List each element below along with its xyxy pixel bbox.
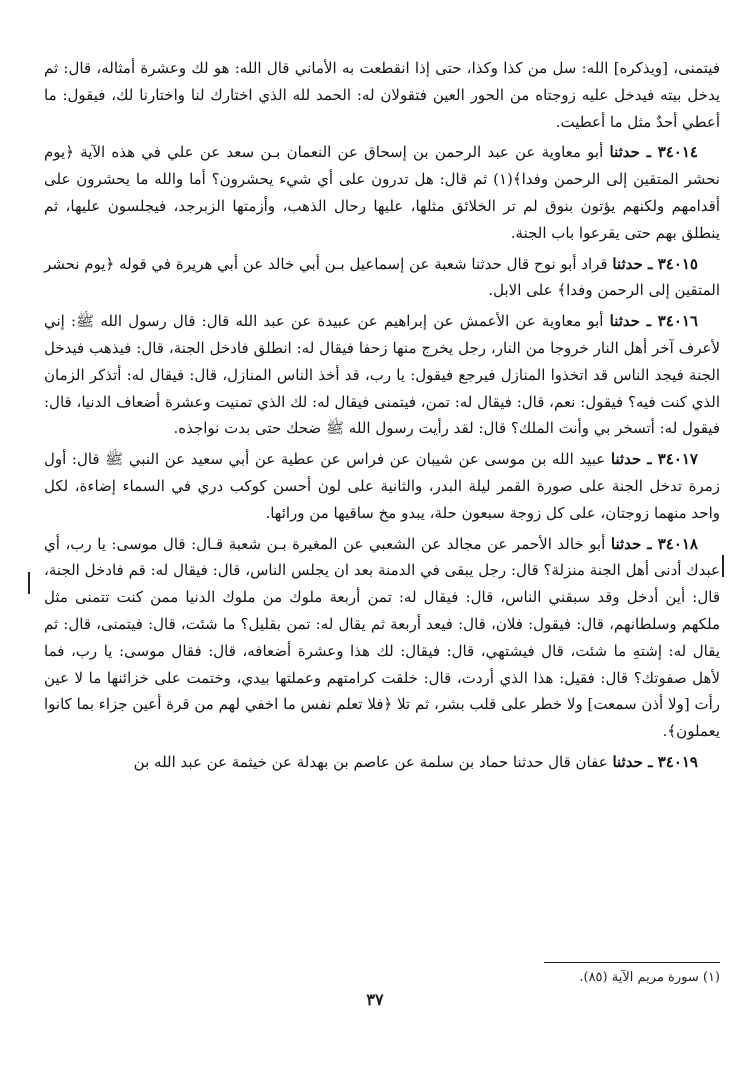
paragraph-lead: ٣٤٠١٥ ـ حدثنا bbox=[612, 254, 698, 273]
paragraph-text: فيتمنى، [ويذكره] الله: سل من كذا وكذا، حتى إذا انقطعت به الأماني قال الله: هو لك وعشرة أمثاله، قال: ثم يدخل بيته فيدخل عليه زوجتاه من الحور العين فتقولان له: الحمد لله الذي اختارك لنا واختارنا لك، فيقول: ما أعطي أحدٌ مثل ما أعطيت. bbox=[44, 59, 720, 131]
paragraph-3 bbox=[44, 251, 720, 305]
margin-mark-left bbox=[28, 572, 30, 594]
paragraph-text: أبو خالد الأحمر عن مجالد عن الشعبي عن المغيرة بـن شعبة قـال: قال موسى: يا رب، أي عبدك أدنى أهل الجنة منزلة؟ قال: رجل يبقى في الدمنة بعد ان يجلس الناس، قال: فيقال له: قم فادخل الجنة، قال: أين أدخل وقد سبقني الناس، قال: فيقال له: تمن أربعة ملوك من ملوك الدنيا ممن كنت تتمنى مثل ملكهم وسلطانهم، قال: فيقول: فلان، قال: فيعد أربعة ثم يقال له: تمن بقليل؟ ما شئت، قال: فيتمنى، قال: ثم يقال له: إشتهِ ما شئت، قال فيشتهي، قال: فيقال: لك هذا وعشرة أضعافه، قال: فقال موسى: يا رب، فما لأهل صفوتك؟ قال: فقيل: هذا الذي أردت، قال: خلقت كرامتهم وعملتها بيدي، وختمت على خزائنها ما لا عين رأت [ولا أذن سمعت] ولا خطر على قلب بشر، ثم تلا ﴿فلا تعلم نفس ما اخفي لهم من قرة أعين جزاء بما كانوا يعملون﴾. bbox=[44, 534, 720, 741]
paragraph-2 bbox=[44, 139, 720, 246]
paragraph-text: عفان قال حدثنا حماد بن سلمة عن عاصم بن بهدلة عن خيثمة عن عبد الله بن bbox=[133, 752, 608, 771]
paragraph-1 bbox=[44, 55, 720, 135]
margin-mark-right bbox=[722, 555, 724, 577]
paragraph-lead: ٣٤٠١٩ ـ حدثنا bbox=[612, 752, 698, 771]
paragraph-6 bbox=[44, 531, 720, 745]
paragraph-4 bbox=[44, 308, 720, 442]
paragraph-lead: ٣٤٠١٦ ـ حدثنا bbox=[609, 312, 698, 331]
paragraph-text: أبو معاوية عن عبد الرحمن بن إسحاق عن النعمان بـن سعد عن علي في هذه الآية ﴿يوم نحشر المتقين إلى الرحمن وفدا﴾(١) ثم قال: هل تدرون على أي شيء يحشرون؟ أما والله ما يحشرون على أقدامهم ولكنهم يؤتون بنوق لم تر الخلائق مثلها، عليها رحال الذهب، وأزمتها الزبرجد، فيجلسون عليها، ثم ينطلق بهم حتى يقرعوا باب الجنة. bbox=[44, 143, 720, 242]
paragraph-lead: ٣٤٠١٨ ـ حدثنا bbox=[610, 534, 698, 553]
paragraph-7 bbox=[44, 749, 720, 776]
paragraph-lead: ٣٤٠١٤ ـ حدثنا bbox=[609, 143, 698, 162]
page-number: ٣٧ bbox=[366, 990, 384, 1009]
footnote: (١) سورة مريم الآية (٨٥). bbox=[579, 970, 720, 985]
paragraph-text: أبو معاوية عن الأعمش عن إبراهيم عن عبيدة عن عبد الله قال: قال رسول الله ﷺ: إني لأعرف آخر أهل النار خروجا من النار، رجل يخرج منها زحفا فيقال له: انطلق فادخل الجنة، قال: فيذهب فيدخل الجنة فيجد الناس قد اتخذوا المنازل فيرجع فيقول: يا رب، قد أخذ الناس المنازل، قال: فيقال له: أتذكر الزمان الذي كنت فيه؟ فيقول: نعم، قال: فيقال له: تمن، فيتمنى فيقال له: لك الذي تمنيت وعشرة أضعاف الدنيا، قال: فيقول له: أتسخر بي وأنت الملك؟ قال: لقد رأيت رسول الله ﷺ ضحك حتى بدت نواجذه. bbox=[44, 312, 720, 438]
main-text bbox=[44, 55, 720, 776]
paragraph-text: عبيد الله بن موسى عن شيبان عن فراس عن عطية عن أبي سعيد عن النبي ﷺ قال: أول زمرة تدخل الجنة على صورة القمر ليلة البدر، والثانية على لون أحسن كوكب دري في السماء إضاءة، لكل واحد منهما زوجتان، على كل زوجة سبعون حلة، يبدو مخ ساقيها من ورائها. bbox=[44, 450, 720, 522]
paragraph-lead: ٣٤٠١٧ ـ حدثنا bbox=[610, 450, 698, 469]
paragraph-5 bbox=[44, 446, 720, 526]
paragraph-text: قراد أبو نوح قال حدثنا شعبة عن إسماعيل بـن أبي خالد عن أبي هريرة في قوله ﴿يوم نحشر المتقين إلى الرحمن وفدا﴾ على الابل. bbox=[44, 254, 720, 300]
footnote-separator bbox=[544, 962, 720, 963]
